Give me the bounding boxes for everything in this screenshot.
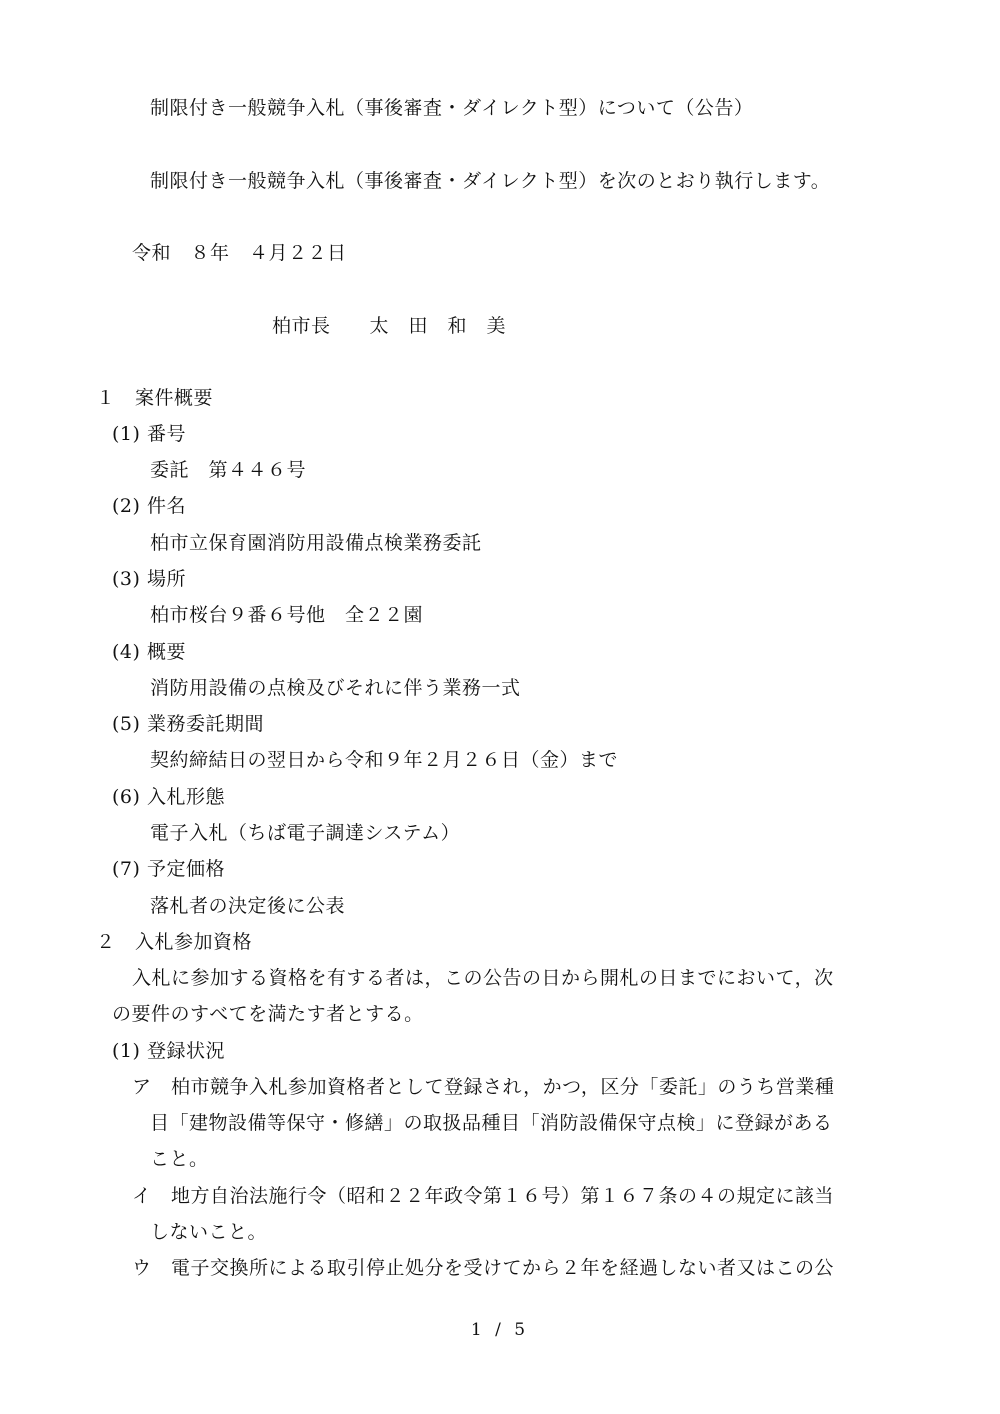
requirement-line: しないこと。 bbox=[150, 1221, 268, 1243]
item-value: 落札者の決定後に公表 bbox=[150, 895, 346, 917]
item-value: 柏市立保育園消防用設備点検業務委託 bbox=[150, 532, 482, 554]
item-label: (7) 予定価格 bbox=[112, 858, 225, 880]
item-label: (6) 入札形態 bbox=[112, 786, 225, 808]
item-value: 消防用設備の点検及びそれに伴う業務一式 bbox=[150, 677, 521, 699]
item-label: (4) 概要 bbox=[112, 641, 186, 663]
announcement-date: 令和 ８年 ４月２２日 bbox=[132, 242, 347, 264]
item-label: (3) 場所 bbox=[112, 568, 186, 590]
item-value: 柏市桜台９番６号他 全２２園 bbox=[150, 604, 424, 626]
section-heading: ２ 入札参加資格 bbox=[96, 931, 253, 953]
requirement-line: こと。 bbox=[150, 1148, 209, 1170]
issuer-name: 柏市長 太 田 和 美 bbox=[272, 315, 507, 337]
paragraph-line: の要件のすべてを満たす者とする。 bbox=[112, 1003, 424, 1025]
item-value: 委託 第４４６号 bbox=[150, 459, 307, 481]
requirement-line: ア 柏市競争入札参加資格者として登録され，かつ，区分「委託」のうち営業種 bbox=[132, 1076, 835, 1098]
requirement-line: 目「建物設備等保守・修繕」の取扱品種目「消防設備保守点検」に登録がある bbox=[150, 1112, 833, 1134]
item-label: (1) 登録状況 bbox=[112, 1040, 225, 1062]
item-value: 契約締結日の翌日から令和９年２月２６日（金）まで bbox=[150, 749, 619, 771]
document-title: 制限付き一般競争入札（事後審査・ダイレクト型）について（公告） bbox=[150, 97, 754, 119]
item-label: (5) 業務委託期間 bbox=[112, 713, 264, 735]
paragraph-line: 入札に参加する資格を有する者は，この公告の日から開札の日までにおいて，次 bbox=[132, 967, 834, 989]
intro-text: 制限付き一般競争入札（事後審査・ダイレクト型）を次のとおり執行します。 bbox=[150, 170, 831, 192]
requirement-line: ウ 電子交換所による取引停止処分を受けてから２年を経過しない者又はこの公 bbox=[132, 1257, 835, 1279]
item-value: 電子入札（ちば電子調達システム） bbox=[150, 822, 461, 844]
requirement-line: イ 地方自治法施行令（昭和２２年政令第１６号）第１６７条の４の規定に該当 bbox=[132, 1185, 835, 1207]
section-heading: １ 案件概要 bbox=[96, 387, 214, 409]
item-label: (2) 件名 bbox=[112, 495, 186, 517]
item-label: (1) 番号 bbox=[112, 423, 186, 445]
page-number: 1 / 5 bbox=[470, 1320, 530, 1340]
